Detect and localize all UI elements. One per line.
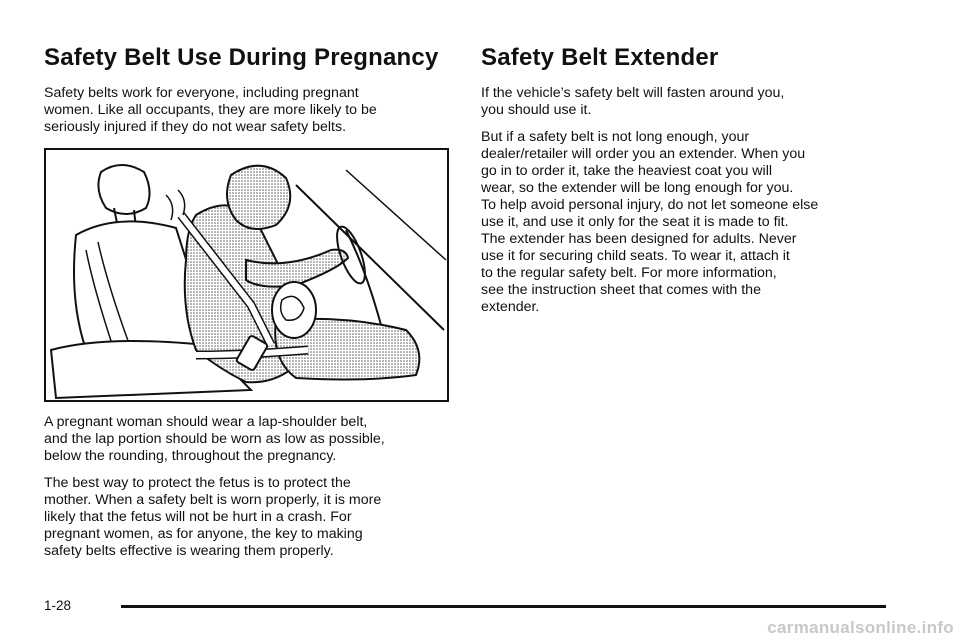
page-footer	[44, 598, 886, 618]
pregnancy-intro: Safety belts work for everyone, including pregnant women. Like all occupants, they are more likely to be seriously injured if they do not wear safety belts.	[44, 85, 377, 135]
pregnant-belt-drawing	[46, 150, 447, 400]
extender-paragraph-2: But if a safety belt is not long enough, your dealer/retailer will order you an extender. When you go in to order it, take the heaviest coat you will wear, so the extender will be long enough for you. To help avoid personal injury, do not let someone else use it, and use it only for the seat it is made to fit. The extender has been designed for adults. Never use it for securing child seats. To wear it, attach it to the regular safety belt. For more information, see the instruction sheet that comes with the extender.	[481, 129, 819, 315]
left-column	[44, 44, 456, 570]
extender-heading: Safety Belt Extender	[481, 44, 719, 71]
pregnancy-heading: Safety Belt Use During Pregnancy	[44, 44, 439, 71]
extender-paragraph-1: If the vehicle’s safety belt will fasten around you, you should use it.	[481, 85, 785, 118]
footer-rule	[121, 605, 886, 608]
page-number: 1-28	[44, 598, 72, 613]
watermark: carmanualsonline.info	[767, 618, 954, 637]
pregnancy-paragraph-2: The best way to protect the fetus is to protect the mother. When a safety belt is worn properly, it is more likely that the fetus will not be hurt in a crash. For pregnant women, as for anyone, the key to making safety belts effective is wearing them properly.	[44, 475, 382, 559]
pregnancy-caption: A pregnant woman should wear a lap-shoulder belt, and the lap portion should be worn as low as possible, below the rounding, throughout the pregnancy.	[44, 414, 385, 464]
right-column	[481, 44, 881, 326]
pregnant-belt-illustration	[44, 148, 449, 402]
